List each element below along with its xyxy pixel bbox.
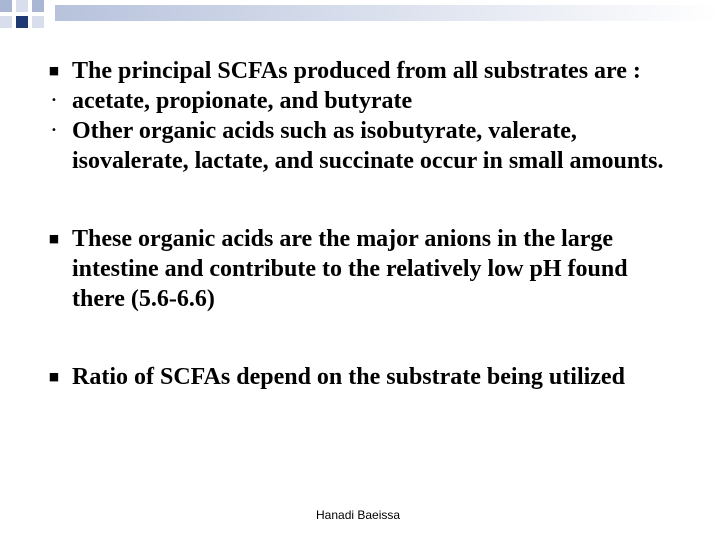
bullet-text: Ratio of SCFAs depend on the substrate being utilized bbox=[72, 364, 625, 390]
deco-square bbox=[32, 16, 44, 28]
slide-body bbox=[45, 56, 685, 392]
header-gradient-band bbox=[55, 5, 720, 21]
bullet-item bbox=[45, 224, 685, 314]
dot-bullet-icon: • bbox=[51, 125, 57, 136]
bullet-item bbox=[45, 56, 685, 86]
square-bullet-icon: ■ bbox=[48, 232, 60, 245]
footer-author: Hanadi Baeissa bbox=[316, 508, 401, 522]
square-bullet-icon: ■ bbox=[48, 64, 60, 77]
bullet-text: acetate, propionate, and butyrate bbox=[72, 88, 413, 114]
deco-square bbox=[16, 16, 28, 28]
bullet-text: The principal SCFAs produced from all substrates are : bbox=[72, 58, 641, 84]
bullet-text: Other organic acids such as isobutyrate, valerate, isovalerate, lactate, and succinate occur in small amounts. bbox=[72, 118, 664, 174]
square-bullet-icon: ■ bbox=[48, 370, 60, 383]
bullet-item bbox=[45, 86, 685, 116]
dot-bullet-icon: • bbox=[51, 95, 57, 106]
deco-square bbox=[16, 0, 28, 12]
deco-square bbox=[32, 0, 44, 12]
bullet-item bbox=[45, 116, 685, 176]
deco-square bbox=[0, 16, 12, 28]
deco-square bbox=[0, 0, 12, 12]
bullet-text: These organic acids are the major anions in the large intestine and contribute to the relatively low pH found there (5.6-6.6) bbox=[72, 226, 628, 312]
header-decoration bbox=[0, 0, 720, 40]
bullet-item bbox=[45, 362, 685, 392]
